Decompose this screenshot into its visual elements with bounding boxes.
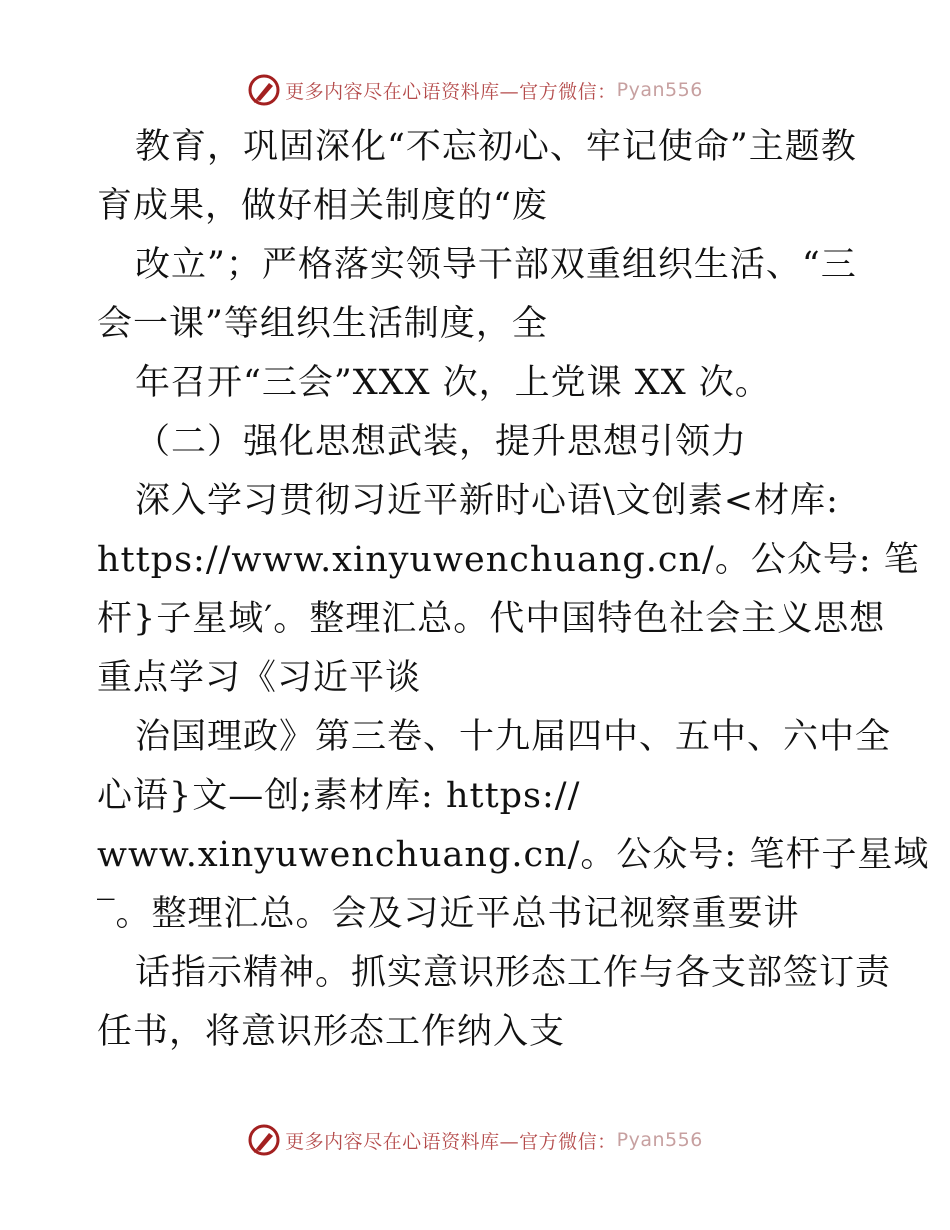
banner-wechat-id: Pyan556 <box>616 1129 703 1151</box>
text-line-2: 育成果，做好相关制度的“废 <box>97 186 548 226</box>
banner-text: 更多内容尽在心语资料库—官方微信： <box>285 80 617 103</box>
document-body <box>97 118 930 1062</box>
text-line-15: 话指示精神。抓实意识形态工作与各支部签订责 <box>135 953 892 993</box>
banner-wechat-id: Pyan556 <box>616 79 703 101</box>
section-heading: （二）强化思想武装，提升思想引领力 <box>135 422 748 462</box>
text-line-10: 重点学习《习近平谈 <box>97 658 422 698</box>
banner-text: 更多内容尽在心语资料库—官方微信： <box>285 1130 617 1153</box>
text-line-11: 治国理政》第三卷、十九届四中、五中、六中全 <box>135 717 892 757</box>
text-line-12: 心语}文—创;素材库: https:// <box>97 776 581 816</box>
text-line-1: 教育，巩固深化“不忘初心、牢记使命”主题教 <box>135 127 857 167</box>
text-line-4: 会一课”等组织生活制度，全 <box>97 304 548 344</box>
pen-logo-icon <box>247 73 281 107</box>
footer-banner <box>0 1120 950 1160</box>
text-line-7: 深入学习贯彻习近平新时心语\文创素<材库: <box>135 481 839 521</box>
header-banner <box>0 70 950 110</box>
pen-logo-icon <box>247 1123 281 1157</box>
text-line-8: https://www.xinyuwenchuang.cn/。公众号: 笔 <box>97 540 920 580</box>
text-line-13: www.xinyuwenchuang.cn/。公众号: 笔杆子星域 <box>97 835 930 875</box>
text-line-14: ‾。整理汇总。会及习近平总书记视察重要讲 <box>97 894 800 934</box>
text-line-3: 改立”；严格落实领导干部双重组织生活、“三 <box>135 245 857 285</box>
text-line-16: 任书，将意识形态工作纳入支 <box>97 1012 566 1052</box>
text-line-9: 杆}子星域′。整理汇总。代中国特色社会主义思想 <box>97 599 886 639</box>
text-line-5: 年召开“三会”XXX 次，上党课 XX 次。 <box>135 363 771 403</box>
